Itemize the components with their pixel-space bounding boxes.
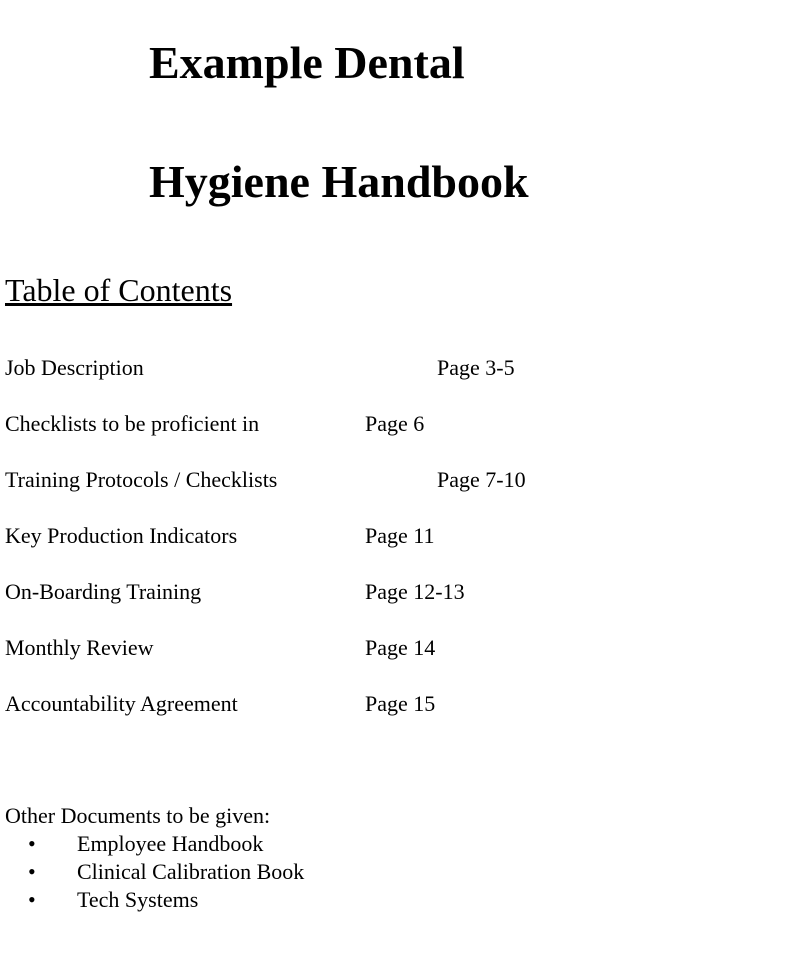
title-line-2: Hygiene Handbook — [149, 156, 529, 207]
title-line-1: Example Dental — [149, 37, 465, 88]
bullet-icon: • — [28, 831, 36, 856]
other-docs-heading: Other Documents to be given: — [5, 803, 271, 828]
toc-page: Page 7-10 — [437, 467, 526, 492]
toc-label: Training Protocols / Checklists — [5, 467, 278, 492]
toc-page: Page 3-5 — [437, 355, 515, 380]
bullet-icon: • — [28, 887, 36, 912]
toc-label: Job Description — [5, 355, 144, 380]
toc-page: Page 6 — [365, 411, 425, 436]
toc-heading: Table of Contents — [5, 272, 233, 308]
toc-page: Page 14 — [365, 635, 436, 660]
bullet-icon: • — [28, 859, 36, 884]
toc-page: Page 12-13 — [365, 579, 465, 604]
toc-label: Monthly Review — [5, 635, 154, 660]
toc-label: Checklists to be proficient in — [5, 411, 260, 436]
toc-label: Accountability Agreement — [5, 691, 238, 716]
toc-page: Page 11 — [365, 523, 435, 548]
toc-label: Key Production Indicators — [5, 523, 238, 548]
toc-label: On-Boarding Training — [5, 579, 202, 604]
other-doc-item: Tech Systems — [77, 887, 199, 912]
other-doc-item: Employee Handbook — [77, 831, 264, 856]
toc-page: Page 15 — [365, 691, 436, 716]
other-doc-item: Clinical Calibration Book — [77, 859, 305, 884]
